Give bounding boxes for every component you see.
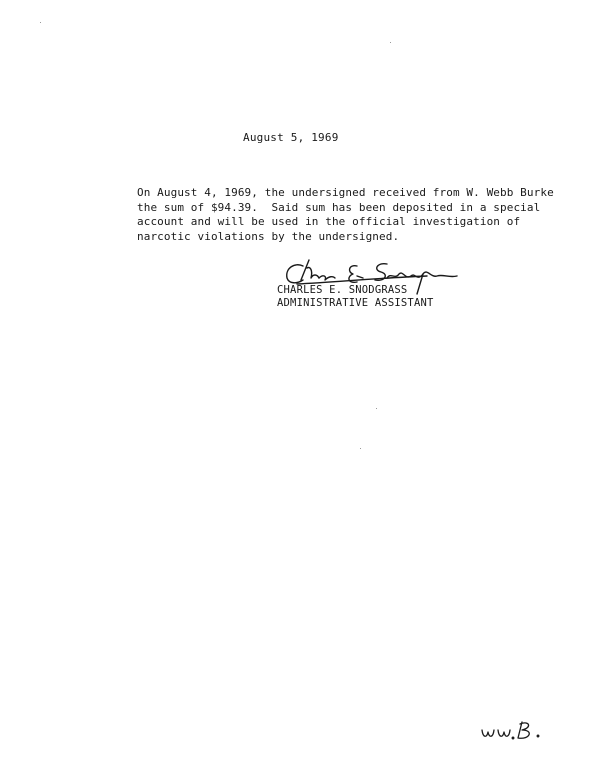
signature-block [277, 256, 477, 316]
signer-title: ADMINISTRATIVE ASSISTANT [277, 297, 434, 309]
handwritten-initials [478, 718, 548, 744]
paper-speck [360, 448, 361, 449]
body-line-1: On August 4, 1969, the undersigned received from W. Webb Burke [137, 186, 554, 199]
paper-speck [390, 42, 391, 43]
memo-body [137, 186, 554, 244]
body-line-4: narcotic violations by the undersigned. [137, 229, 400, 243]
paper-speck [40, 22, 41, 23]
memo-date: August 5, 1969 [243, 131, 339, 144]
body-line-2: the sum of $94.39. Said sum has been deposited in a special [137, 200, 541, 214]
signer-name: CHARLES E. SNODGRASS [277, 284, 408, 296]
paper-speck [376, 408, 377, 409]
body-line-3: account and will be used in the official investigation of [137, 215, 521, 228]
